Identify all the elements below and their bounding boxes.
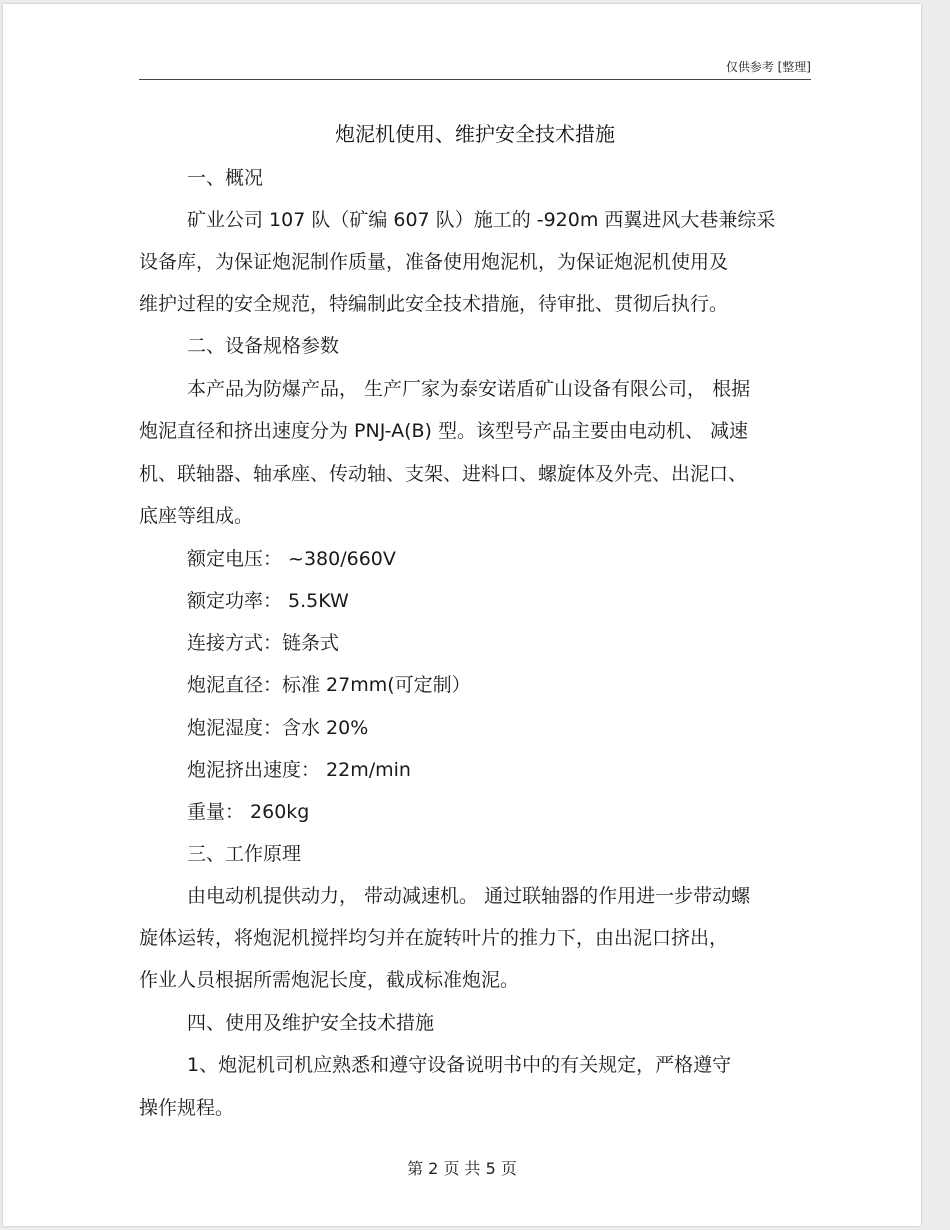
spec-humidity: 炮泥湿度：含水 20% bbox=[187, 717, 369, 739]
spec-rated-power: 额定功率： 5.5KW bbox=[187, 590, 349, 612]
spec-connection-type: 连接方式：链条式 bbox=[187, 632, 340, 654]
paragraph-line: 设备库，为保证炮泥制作质量，准备使用炮泥机，为保证炮泥机使用及 bbox=[139, 251, 729, 273]
section-heading-safety: 四、使用及维护安全技术措施 bbox=[187, 1012, 435, 1034]
header-divider bbox=[139, 79, 811, 80]
paragraph-line: 矿业公司 107 队（矿编 607 队）施工的 -920m 西翼进风大巷兼综采 bbox=[187, 209, 776, 231]
paragraph-line: 炮泥直径和挤出速度分为 PNJ-A(B) 型。该型号产品主要由电动机、 减速 bbox=[139, 420, 749, 442]
spec-rated-voltage: 额定电压： ~380/660V bbox=[187, 548, 396, 570]
paragraph-line: 旋体运转，将炮泥机搅拌均匀并在旋转叶片的推力下，由出泥口挤出， bbox=[139, 927, 729, 949]
section-heading-overview: 一、概况 bbox=[187, 167, 264, 189]
paragraph-line: 由电动机提供动力， 带动减速机。 通过联轴器的作用进一步带动螺 bbox=[187, 885, 751, 907]
paragraph-line: 机、联轴器、轴承座、传动轴、支架、进料口、螺旋体及外壳、出泥口、 bbox=[139, 463, 748, 485]
paragraph-line: 本产品为防爆产品， 生产厂家为泰安诺盾矿山设备有限公司， 根据 bbox=[187, 378, 751, 400]
spec-extrusion-speed: 炮泥挤出速度： 22m/min bbox=[187, 759, 411, 781]
paragraph-line: 操作规程。 bbox=[139, 1097, 235, 1119]
document-title: 炮泥机使用、维护安全技术措施 bbox=[335, 122, 615, 146]
paragraph-line: 底座等组成。 bbox=[139, 505, 254, 527]
spec-weight: 重量： 260kg bbox=[187, 801, 310, 823]
spec-diameter: 炮泥直径：标准 27mm(可定制） bbox=[187, 674, 471, 696]
section-heading-principle: 三、工作原理 bbox=[187, 843, 302, 865]
paragraph-line: 作业人员根据所需炮泥长度，截成标准炮泥。 bbox=[139, 969, 520, 991]
paragraph-line: 1、炮泥机司机应熟悉和遵守设备说明书中的有关规定，严格遵守 bbox=[187, 1054, 732, 1076]
paragraph-line: 维护过程的安全规范，特编制此安全技术措施，待审批、贯彻后执行。 bbox=[139, 293, 729, 315]
document-page bbox=[3, 4, 921, 1226]
page-number: 第 2 页 共 5 页 bbox=[407, 1159, 517, 1178]
header-note: 仅供参考 [整理] bbox=[725, 60, 811, 74]
section-heading-specs: 二、设备规格参数 bbox=[187, 335, 340, 357]
